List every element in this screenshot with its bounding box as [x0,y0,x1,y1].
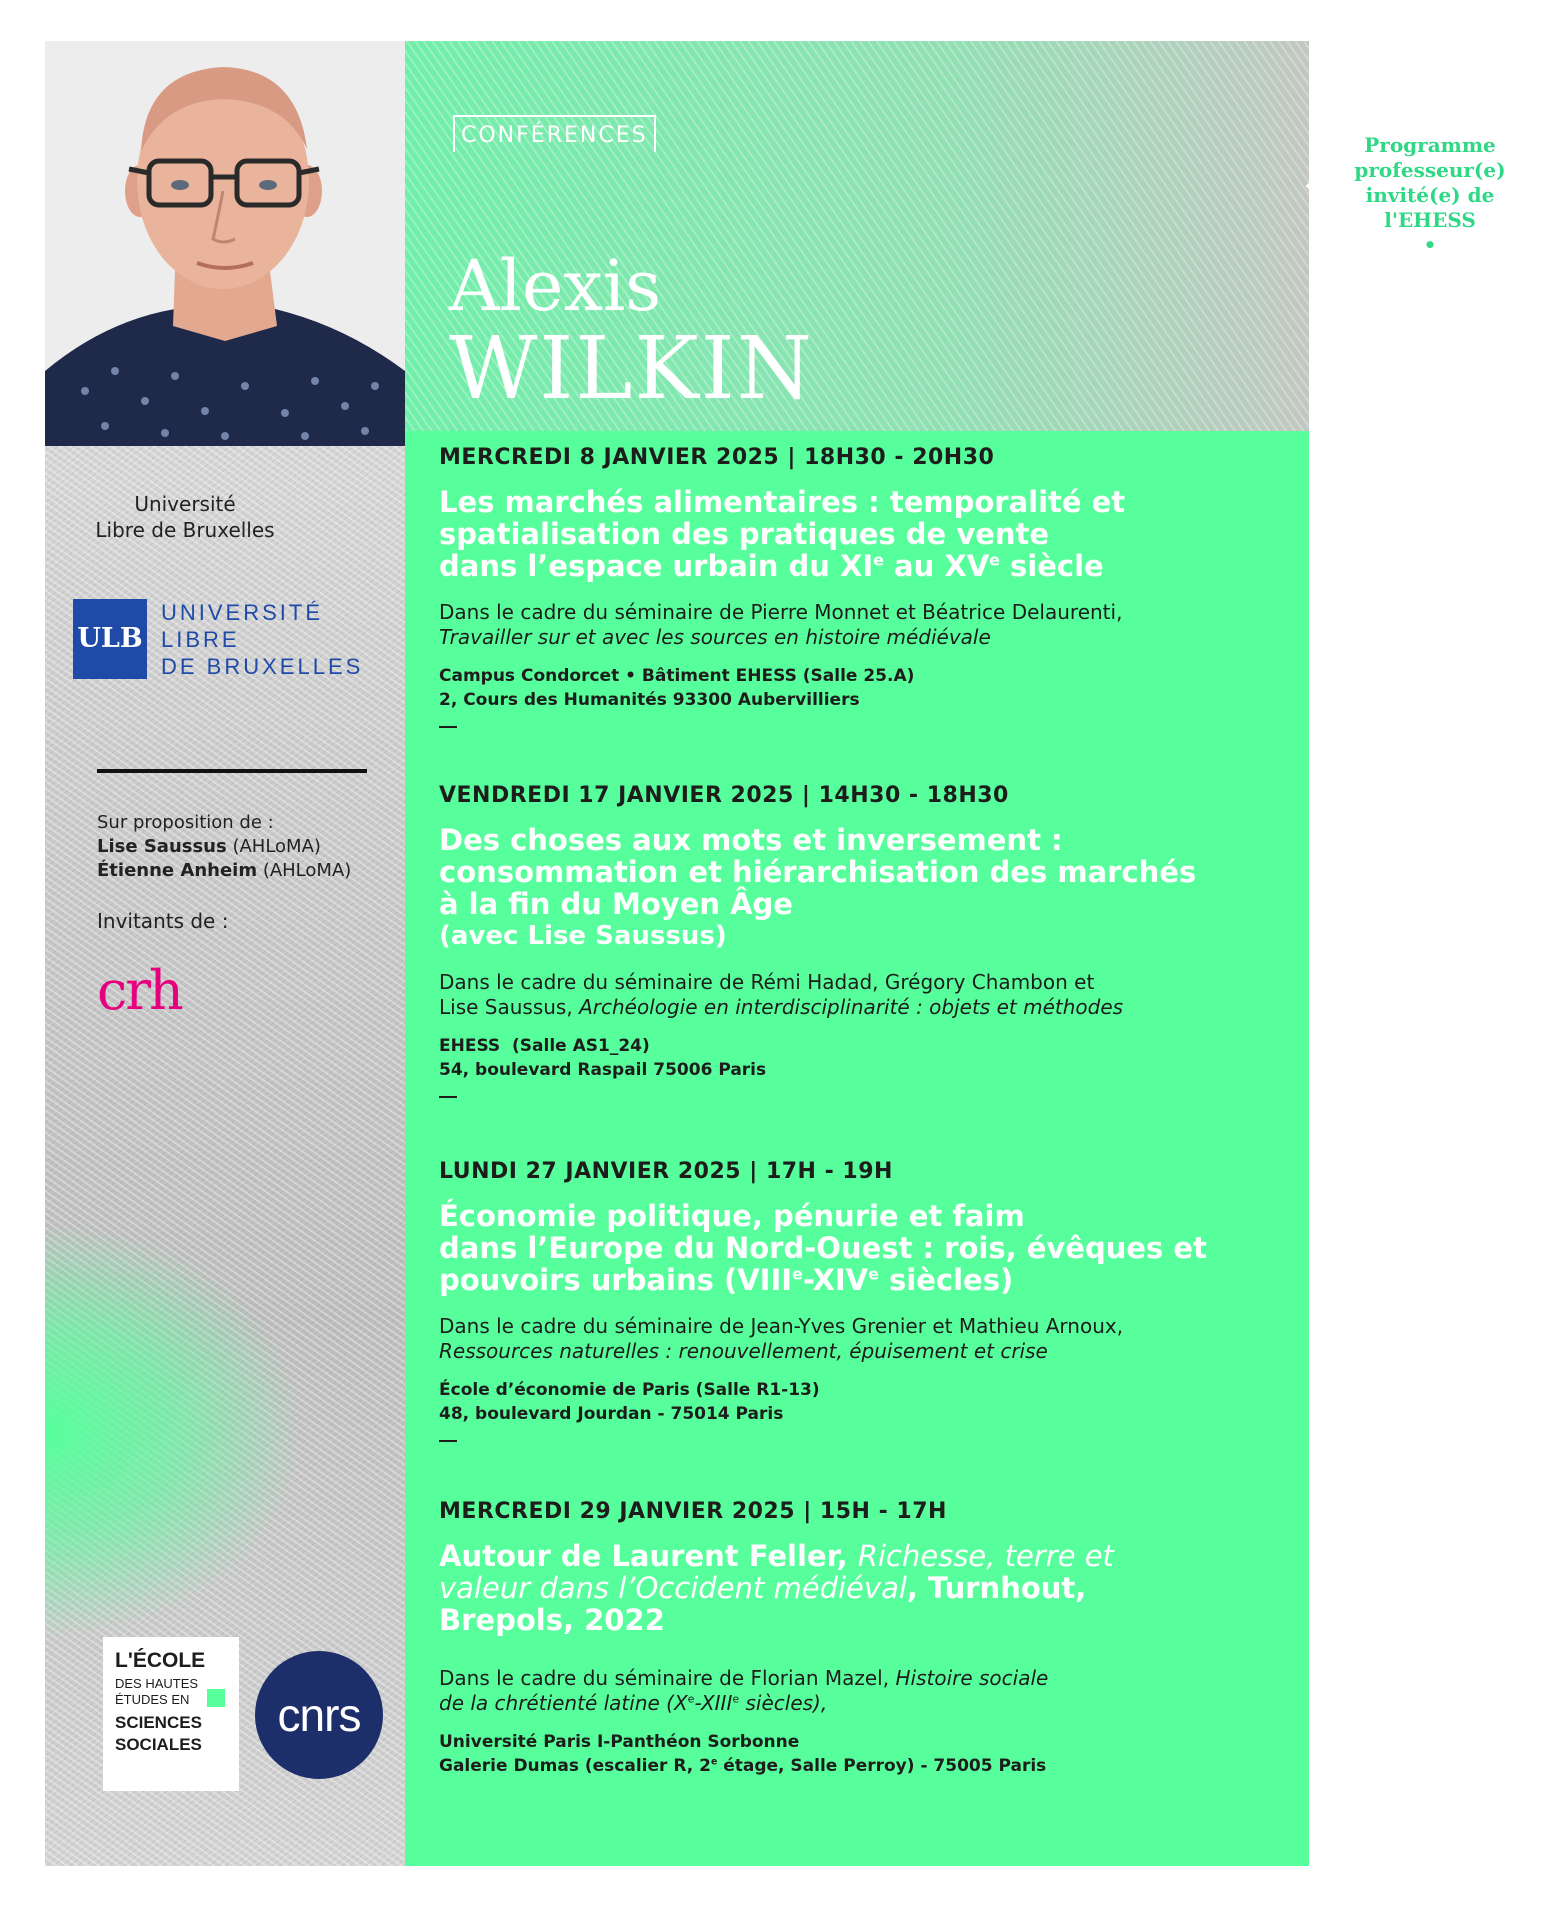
university-name [45,491,325,543]
event-1-title-line-1: Les marchés alimentaires : temporalité et [439,485,1126,519]
event-1-title-part-a: dans l’espace urbain du XI [439,549,874,583]
portrait-illustration [45,41,405,446]
event-4-loc-line-1: Université Paris I-Panthéon Sorbonne [439,1732,800,1752]
speaker-last-name: WILKIN [449,319,814,419]
event-3-loc-line-1: École d’économie de Paris (Salle R1-13) [439,1380,820,1400]
sidebar-divider [97,769,367,773]
event-4-loc-sup: e [710,1756,718,1768]
event-4-loc-line-2 [439,1754,1299,1778]
programme-text [1305,133,1555,258]
event-3-title-part-b: -XIV [802,1263,869,1297]
event-3-title-line-3 [439,1264,1299,1296]
event-2-description [439,970,1299,1020]
cnrs-logo: cnrs [255,1651,383,1779]
event-2-title-line-1: Des choses aux mots et inversement : [439,823,1063,857]
sidebar [45,41,405,1866]
event-4-title-book-2: valeur dans l’Occident médiéval [439,1571,907,1605]
event-4-loc-part-a: Galerie Dumas (escalier R, 2 [439,1756,711,1776]
event-2-location [439,1034,1299,1082]
event-1-title-part-b: au XV [883,549,990,583]
event-1-desc-line-1: Dans le cadre du séminaire de Pierre Monnet et Béatrice Delaurenti, [439,600,1123,624]
crh-logo: crh [97,959,182,1022]
event-4-desc-seminar-2c: siècles), [739,1691,828,1715]
event-3-date: LUNDI 27 JANVIER 2025 | 17H - 19H [439,1159,893,1184]
programme-line-3: invité(e) de [1365,183,1495,207]
event-4 [439,1499,1299,1778]
event-4-desc-seminar-2b: -XIII [694,1691,733,1715]
event-4-desc-seminar-2a: de la chrétienté latine (X [439,1691,688,1715]
event-4-title-publisher: , Turnhout, [906,1571,1087,1605]
ehess-logo [105,1639,237,1789]
event-4-desc-intro: Dans le cadre du séminaire de Florian Mazel, [439,1666,896,1690]
programme-line-2: professeur(e) [1354,158,1506,182]
event-2-title [439,824,1299,952]
event-4-description [439,1666,1299,1716]
event-4-loc-part-b: étage, Salle Perroy) - 75005 Paris [717,1756,1047,1776]
event-1-title-line-3 [439,550,1299,582]
event-2-date: VENDREDI 17 JANVIER 2025 | 14H30 - 18H30 [439,783,1009,808]
event-1-loc-line-2: 2, Cours des Humanités 93300 Aubervilliers [439,690,860,710]
event-4-location [439,1730,1299,1778]
proposer-1 [97,835,351,859]
event-1-loc-line-1: Campus Condorcet • Bâtiment EHESS (Salle 25.A) [439,666,915,686]
event-3 [439,1159,1299,1442]
programme-diamond [1305,61,1555,311]
proposal-intro: Sur proposition de : [97,812,274,833]
ehess-logo-line-2: DES HAUTES [115,1676,199,1691]
event-2-desc-seminar: Archéologie en interdisciplinarité : objets et méthodes [579,995,1124,1019]
university-line-2: Libre de Bruxelles [95,518,275,542]
event-4-desc-line-2 [439,1691,1299,1716]
speaker-portrait [45,41,405,446]
event-2 [439,783,1299,1098]
event-2-desc-names: Lise Saussus, [439,995,580,1019]
event-4-title-author: Autour de Laurent Feller, [439,1539,858,1573]
proposer-1-name: Lise Saussus [97,836,227,857]
ulb-word-3: DE BRUXELLES [161,654,364,679]
speaker-first-name: Alexis [449,245,662,327]
ehess-logo-line-1: L'ÉCOLE [115,1649,206,1672]
event-4-title-line-3: Brepols, 2022 [439,1603,665,1637]
event-2-separator [439,1096,457,1098]
event-3-desc-line-1: Dans le cadre du séminaire de Jean-Yves Grenier et Mathieu Arnoux, [439,1314,1124,1338]
event-1-title-line-2: spatialisation des pratiques de vente [439,517,1050,551]
event-3-loc-line-2: 48, boulevard Jourdan - 75014 Paris [439,1404,784,1424]
event-3-title-line-1: Économie politique, pénurie et faim [439,1199,1025,1233]
event-3-title-part-c: siècles) [878,1263,1014,1297]
ulb-logo-box: ULB [73,599,147,679]
university-line-1: Université [134,492,236,516]
event-1-title-part-c: siècle [999,549,1104,583]
proposer-2-affil: (AHLoMA) [262,860,352,881]
event-2-title-line-2: consommation et hiérarchisation des marchés [439,855,1197,889]
event-2-desc-line-1: Dans le cadre du séminaire de Rémi Hadad, Grégory Chambon et [439,970,1095,994]
event-1-separator [439,726,457,728]
proposer-2 [97,859,351,883]
event-4-title-line-2 [439,1572,1299,1604]
event-2-title-line-4: (avec Lise Saussus) [439,921,727,951]
event-4-date: MERCREDI 29 JANVIER 2025 | 15H - 17H [439,1499,947,1524]
event-3-separator [439,1440,457,1442]
ehess-logo-line-5: SOCIALES [115,1735,202,1754]
event-4-desc-line-1 [439,1666,1299,1691]
programme-line-1: Programme [1364,133,1496,157]
event-3-description [439,1314,1299,1364]
event-1 [439,445,1299,728]
event-1-title [439,486,1299,582]
event-3-title-line-2: dans l’Europe du Nord-Ouest : rois, évêques et [439,1231,1207,1265]
event-2-title-line-3: à la fin du Moyen Âge [439,887,793,921]
event-3-title [439,1200,1299,1296]
ulb-logo [73,599,413,689]
event-3-title-part-a: pouvoirs urbains (VIII [439,1263,793,1297]
poster [45,41,1506,1866]
event-4-title-line-1 [439,1540,1299,1572]
event-3-desc-seminar: Ressources naturelles : renouvellement, épuisement et crise [439,1339,1048,1363]
event-4-title-book-1: Richesse, terre et [857,1539,1114,1573]
event-3-title-sup-2: e [868,1264,879,1284]
ulb-word-2: LIBRE [161,627,240,652]
event-1-title-sup-2: e [989,550,1000,570]
event-4-title [439,1540,1299,1636]
conferences-label: CONFÉRENCES [453,115,656,152]
event-2-loc-line-2: 54, boulevard Raspail 75006 Paris [439,1060,767,1080]
event-2-loc-line-1: EHESS (Salle AS1_24) [439,1036,650,1056]
event-3-title-sup-1: e [792,1264,803,1284]
ehess-logo-line-3: ÉTUDES EN [115,1692,190,1707]
sidebar-green-texture [45,1221,305,1641]
proposal-block [97,811,351,883]
ehess-logo-line-4: SCIENCES [115,1713,202,1732]
event-1-description [439,600,1299,650]
programme-line-4: l'EHESS [1384,208,1476,232]
proposer-2-name: Étienne Anheim [97,860,258,881]
event-4-desc-seminar-1: Histoire sociale [895,1666,1049,1690]
ulb-word-1: UNIVERSITÉ [161,600,324,625]
ehess-logo-square [207,1689,225,1707]
programme-line-5: • [1423,233,1437,257]
event-4-desc-sup-1: e [687,1692,695,1706]
event-2-desc-line-2 [439,995,1299,1020]
event-4-desc-sup-2: e [732,1692,740,1706]
event-1-date: MERCREDI 8 JANVIER 2025 | 18H30 - 20H30 [439,445,995,470]
event-1-title-sup-1: e [873,550,884,570]
event-1-location [439,664,1299,712]
proposer-1-affil: (AHLoMA) [232,836,321,857]
event-1-desc-seminar: Travailler sur et avec les sources en histoire médiévale [439,625,991,649]
ulb-logo-words [161,599,363,680]
header [405,41,1506,431]
event-3-location [439,1378,1299,1426]
invitants-label: Invitants de : [97,909,229,933]
